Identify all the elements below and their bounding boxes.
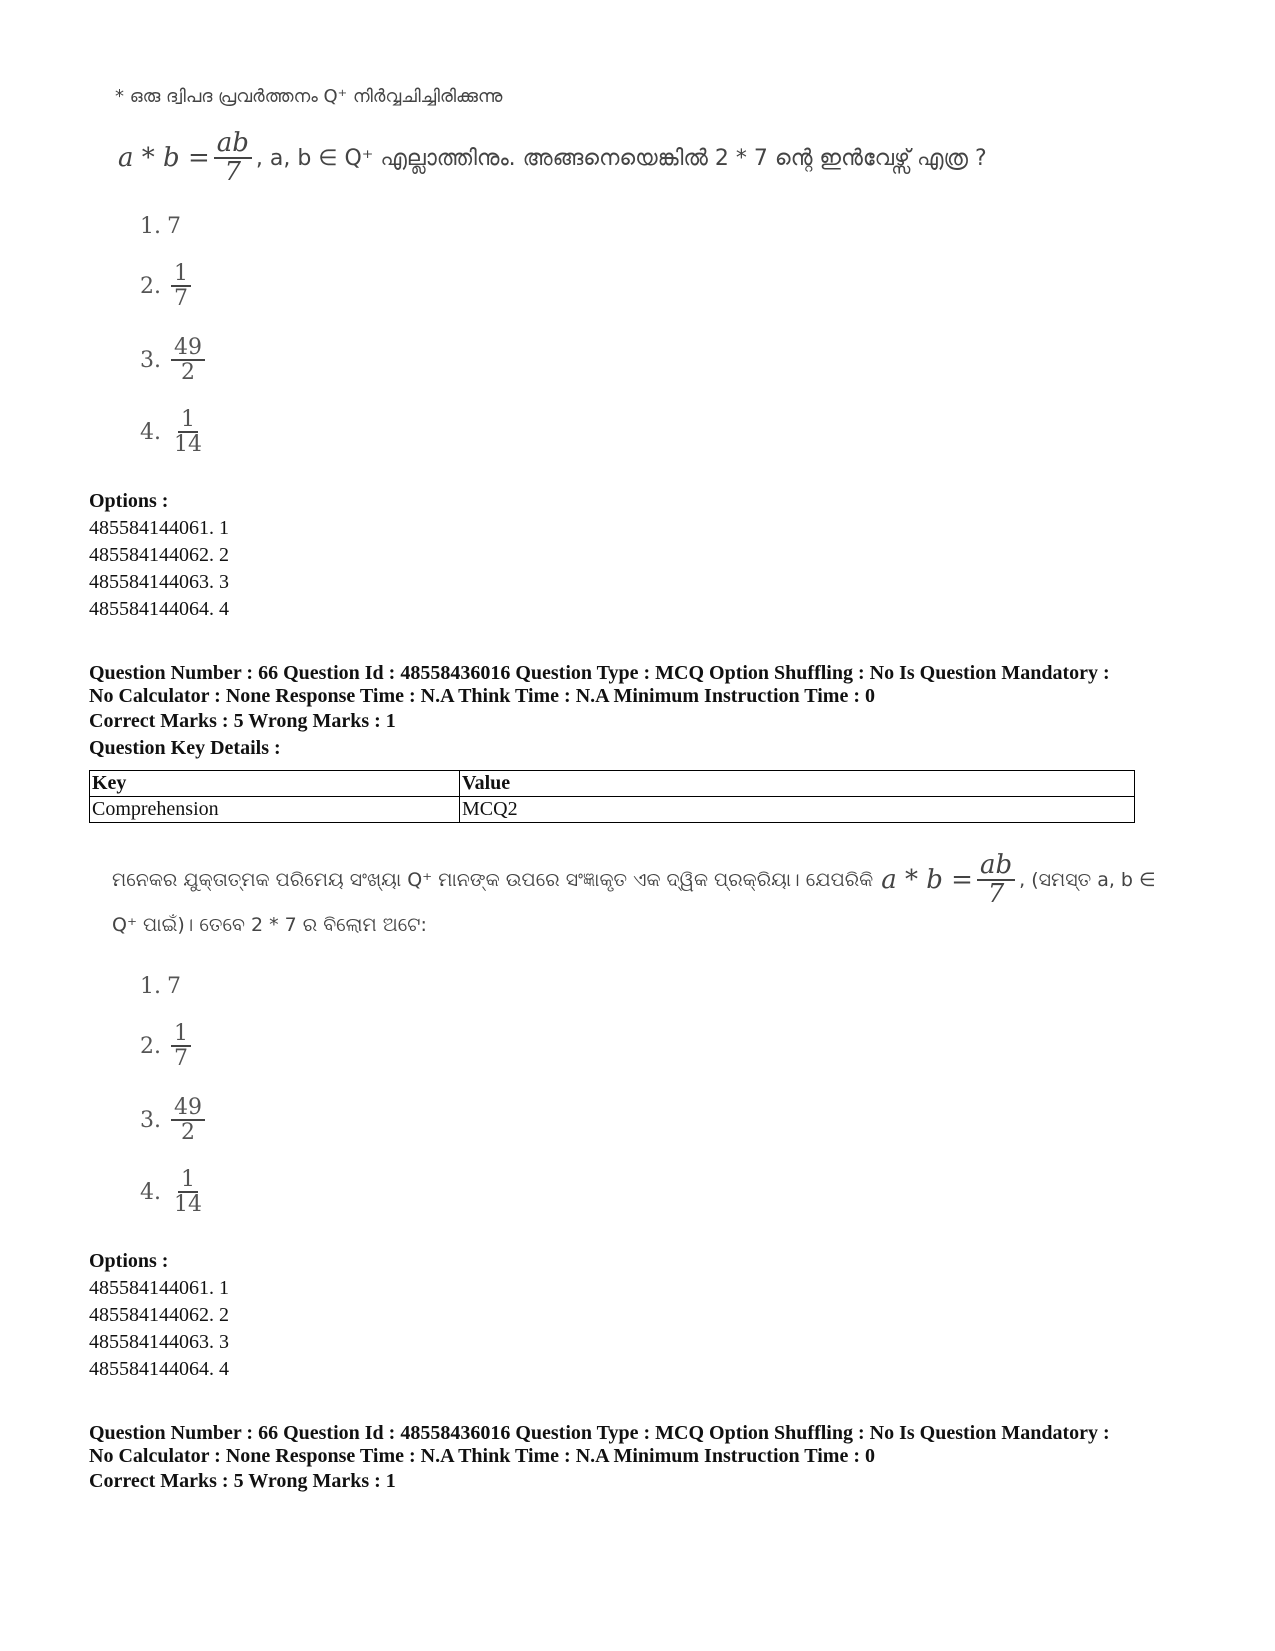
question-meta-line2: No Calculator : None Response Time : N.A Think Time : N.A Minimum Instruction Time : 0 <box>89 685 875 707</box>
question-meta-line1: Question Number : 66 Question Id : 48558436016 Question Type : MCQ Option Shuffling : No Is Question Mandatory : <box>89 662 1110 684</box>
table-row <box>90 797 1135 823</box>
choice-4: 4. $\frac{1}{14}$ <box>140 1167 202 1218</box>
formula-numerator: ab <box>977 852 1015 881</box>
odia-line1-text: ମନେକର ଯୁକ୍ତାତ୍ମକ ପରିମେୟ ସଂଖ୍ୟା Q⁺ ମାନଙ୍କ ଉପରେ ସଂଜ୍ଞାକୃତ ଏକ ଦ୍ୱିକ ପ୍ରକ୍ରିୟା। ଯେପରିକି <box>112 869 874 892</box>
options-section-2 <box>89 1248 229 1383</box>
options-section-1 <box>89 488 229 623</box>
formula-fraction <box>977 852 1015 909</box>
choice-1: 1. 7 <box>140 974 181 999</box>
formula-rest: , (ସମସ୍ତ a, b ∈ <box>1019 869 1156 892</box>
option-item: 485584144062. 2 <box>89 544 229 566</box>
choice-1: 1. 7 <box>140 214 181 239</box>
option-item: 485584144062. 2 <box>89 1304 229 1326</box>
key-details-label: Question Key Details : <box>89 737 281 759</box>
options-label: Options : <box>89 490 169 512</box>
formula-lhs: a * b = <box>118 143 210 174</box>
options-label: Options : <box>89 1250 169 1272</box>
table-cell-key: Comprehension <box>90 797 460 823</box>
question-meta-line1: Question Number : 66 Question Id : 48558436016 Question Type : MCQ Option Shuffling : No Is Question Mandatory : <box>89 1422 1110 1444</box>
option-item: 485584144064. 4 <box>89 598 229 620</box>
choice-3: 3. $\frac{49}{2}$ <box>140 336 209 384</box>
formula-denominator: 7 <box>987 879 1005 910</box>
question-formula-malayalam <box>118 130 987 187</box>
choice-2: 2. $\frac{1}{7}$ <box>140 1022 195 1070</box>
formula-lhs: a * b = <box>881 865 973 896</box>
marks-line: Correct Marks : 5 Wrong Marks : 1 <box>89 710 396 732</box>
marks-line: Correct Marks : 5 Wrong Marks : 1 <box>89 1470 396 1492</box>
table-header-value: Value <box>460 771 1135 797</box>
table-header-key: Key <box>90 771 460 797</box>
formula-numerator: ab <box>214 130 252 159</box>
question-meta-1 <box>89 662 1110 762</box>
table-header-row <box>90 771 1135 797</box>
option-item: 485584144063. 3 <box>89 571 229 593</box>
question-meta-line2: No Calculator : None Response Time : N.A Think Time : N.A Minimum Instruction Time : 0 <box>89 1445 875 1467</box>
question-formula-odia <box>112 852 1156 909</box>
choice-3: 3. $\frac{49}{2}$ <box>140 1096 209 1144</box>
option-item: 485584144061. 1 <box>89 517 229 539</box>
choice-2: 2. $\frac{1}{7}$ <box>140 262 195 310</box>
formula-rest: , a, b ∈ Q⁺ എല്ലാത്തിനും. അങ്ങനെയെങ്കിൽ 2 * 7 ന്റെ ഇൻവേഴ്സ് എത്ര ? <box>255 145 987 171</box>
odia-line2: Q⁺ ପାଇଁ)। ତେବେ 2 * 7 ର ବିଲୋମ ଅଟେ: <box>112 914 427 936</box>
key-details-table <box>89 770 1135 823</box>
table-cell-value: MCQ2 <box>460 797 1135 823</box>
option-item: 485584144063. 3 <box>89 1331 229 1353</box>
option-item: 485584144061. 1 <box>89 1277 229 1299</box>
question-meta-2 <box>89 1422 1110 1495</box>
formula-denominator: 7 <box>224 157 242 188</box>
question-intro-malayalam: * ഒരു ദ്വിപദ പ്രവർത്തനം Q⁺ നിർവ്വചിച്ചിരിക്കുന്നു <box>115 86 503 107</box>
option-item: 485584144064. 4 <box>89 1358 229 1380</box>
formula-fraction <box>214 130 252 187</box>
choice-4: 4. $\frac{1}{14}$ <box>140 407 202 458</box>
